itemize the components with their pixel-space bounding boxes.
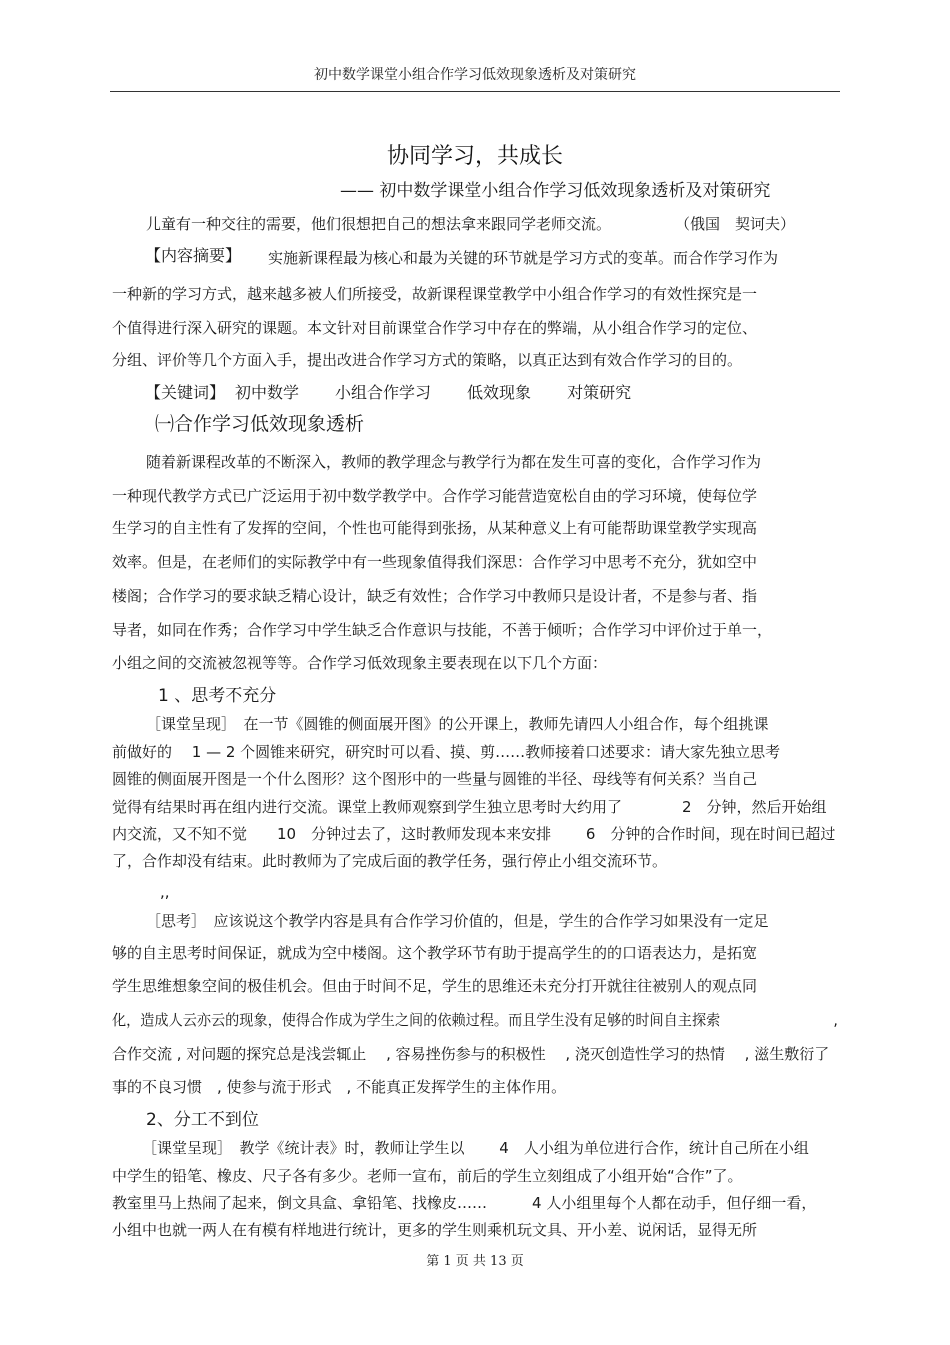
abstract-line: 个值得进行深入研究的课题。本文针对目前课堂合作学习中存在的弊端，从小组合作学习的定位、	[112, 319, 758, 337]
article-subtitle: —— 初中数学课堂小组合作学习低效现象透析及对策研究	[340, 181, 771, 201]
body-line: ［课堂呈现］ 在一节《圆锥的侧面展开图》的公开课上，教师先请四人小组合作，每个组挑课	[146, 715, 769, 733]
body-line: 觉得有结果时再在组内进行交流。课堂上教师观察到学生独立思考时大约用了 2 分钟，然后开始组	[112, 798, 827, 816]
epigraph-text: 儿童有一种交往的需要，他们很想把自己的想法拿来跟同学老师交流。	[146, 215, 612, 233]
keywords-line	[145, 383, 667, 403]
keyword: 初中数学	[235, 383, 300, 402]
body-line: 楼阁；合作学习的要求缺乏精心设计，缺乏有效性；合作学习中教师只是设计者，不是参与者、指	[112, 587, 758, 605]
body-line: 够的自主思考时间保证，就成为空中楼阁。这个教学环节有助于提高学生的的口语表达力，是拓宽	[112, 944, 758, 962]
body-line: 学生思维想象空间的极佳机会。但由于时间不足，学生的思维还未充分打开就往往被别人的观点同	[112, 977, 758, 995]
body-line: 事的不良习惯 , 使参与流于形式 , 不能真正发挥学生的主体作用。	[112, 1078, 567, 1096]
body-line: 小组中也就一两人在有模有样地进行统计，更多的学生则乘机玩文具、开小差、说闲话，显得无所	[112, 1221, 758, 1239]
body-line: 了，合作却没有结束。此时教师为了完成后面的教学任务，强行停止小组交流环节。	[112, 852, 668, 870]
header-rule	[110, 91, 840, 92]
body-line: 内交流，又不知不觉 10 分钟过去了，这时教师发现本来安排 6 分钟的合作时间，现在时间已超过	[112, 825, 836, 843]
body-line: ［思考］ 应该说这个教学内容是具有合作学习价值的，但是，学生的合作学习如果没有一定足	[146, 912, 769, 930]
body-line: 中学生的铅笔、橡皮、尺子各有多少。老师一宣布，前后的学生立刻组成了小组开始“合作”了。	[112, 1167, 743, 1185]
body-line: 随着新课程改革的不断深入，教师的教学理念与教学行为都在发生可喜的变化，合作学习作为	[146, 453, 762, 471]
abstract-line: 一种新的学习方式，越来越多被人们所接受，故新课程课堂教学中小组合作学习的有效性探究是一	[112, 285, 758, 303]
body-line: 合作交流 , 对问题的探究总是浅尝辄止 , 容易挫伤参与的积极性 , 浇灭创造性学习的热情 , 滋生敷衍了	[112, 1045, 830, 1063]
body-line: 一种现代教学方式已广泛运用于初中数学教学中。合作学习能营造宽松自由的学习环境，使每位学	[112, 487, 758, 505]
body-line: 圆锥的侧面展开图是一个什么图形？这个图形中的一些量与圆锥的半径、母线等有何关系？当自己	[112, 770, 758, 788]
keyword: 小组合作学习	[335, 383, 432, 402]
stray-mark: ,,	[160, 883, 170, 901]
epigraph-author: （俄国 契诃夫）	[675, 215, 796, 233]
body-line: 效率。但是，在老师们的实际教学中有一些现象值得我们深思：合作学习中思考不充分，犹如空中	[112, 553, 758, 571]
body-line: 前做好的 1 — 2 个圆锥来研究，研究时可以看、摸、剪……教师接着口述要求：请大家先独立思考	[112, 743, 781, 761]
body-line: 小组之间的交流被忽视等等。合作学习低效现象主要表现在以下几个方面：	[112, 654, 608, 672]
keyword: 低效现象	[467, 383, 532, 402]
body-line: 教室里马上热闹了起来，倒文具盒、拿铅笔、找橡皮…… 4 人小组里每个人都在动手，但仔细一看，	[112, 1194, 817, 1212]
body-line: 生学习的自主性有了发挥的空间，个性也可能得到张扬，从某种意义上有可能帮助课堂教学实现高	[112, 519, 758, 537]
article-title: 协同学习，共成长	[386, 144, 563, 169]
section-heading: ㈠合作学习低效现象透析	[155, 413, 365, 435]
abstract-label: 【内容摘要】	[145, 246, 242, 265]
abstract-line: 分组、评价等几个方面入手，提出改进合作学习方式的策略，以真正达到有效合作学习的目的。	[112, 351, 743, 369]
body-line: ［课堂呈现］ 教学《统计表》时，教师让学生以 4 人小组为单位进行合作，统计自己所在小组	[142, 1139, 809, 1157]
body-line: 导者，如同在作秀；合作学习中学生缺乏合作意识与技能，不善于倾听；合作学习中评价过于单一，	[112, 621, 773, 639]
page-number: 第 1 页 共 13 页	[426, 1254, 524, 1269]
subsection-heading: 1 、思考不充分	[158, 686, 277, 706]
body-line: 化，造成人云亦云的现象，使得合作成为学生之间的依赖过程。而且学生没有足够的时间自主探索 ,	[112, 1011, 838, 1029]
subsection-heading: 2、分工不到位	[146, 1110, 259, 1130]
running-header: 初中数学课堂小组合作学习低效现象透析及对策研究	[314, 67, 636, 83]
keyword: 对策研究	[567, 383, 632, 402]
abstract-line: 实施新课程最为核心和最为关键的环节就是学习方式的变革。而合作学习作为	[268, 249, 779, 267]
keywords-label: 【关键词】	[145, 383, 226, 402]
